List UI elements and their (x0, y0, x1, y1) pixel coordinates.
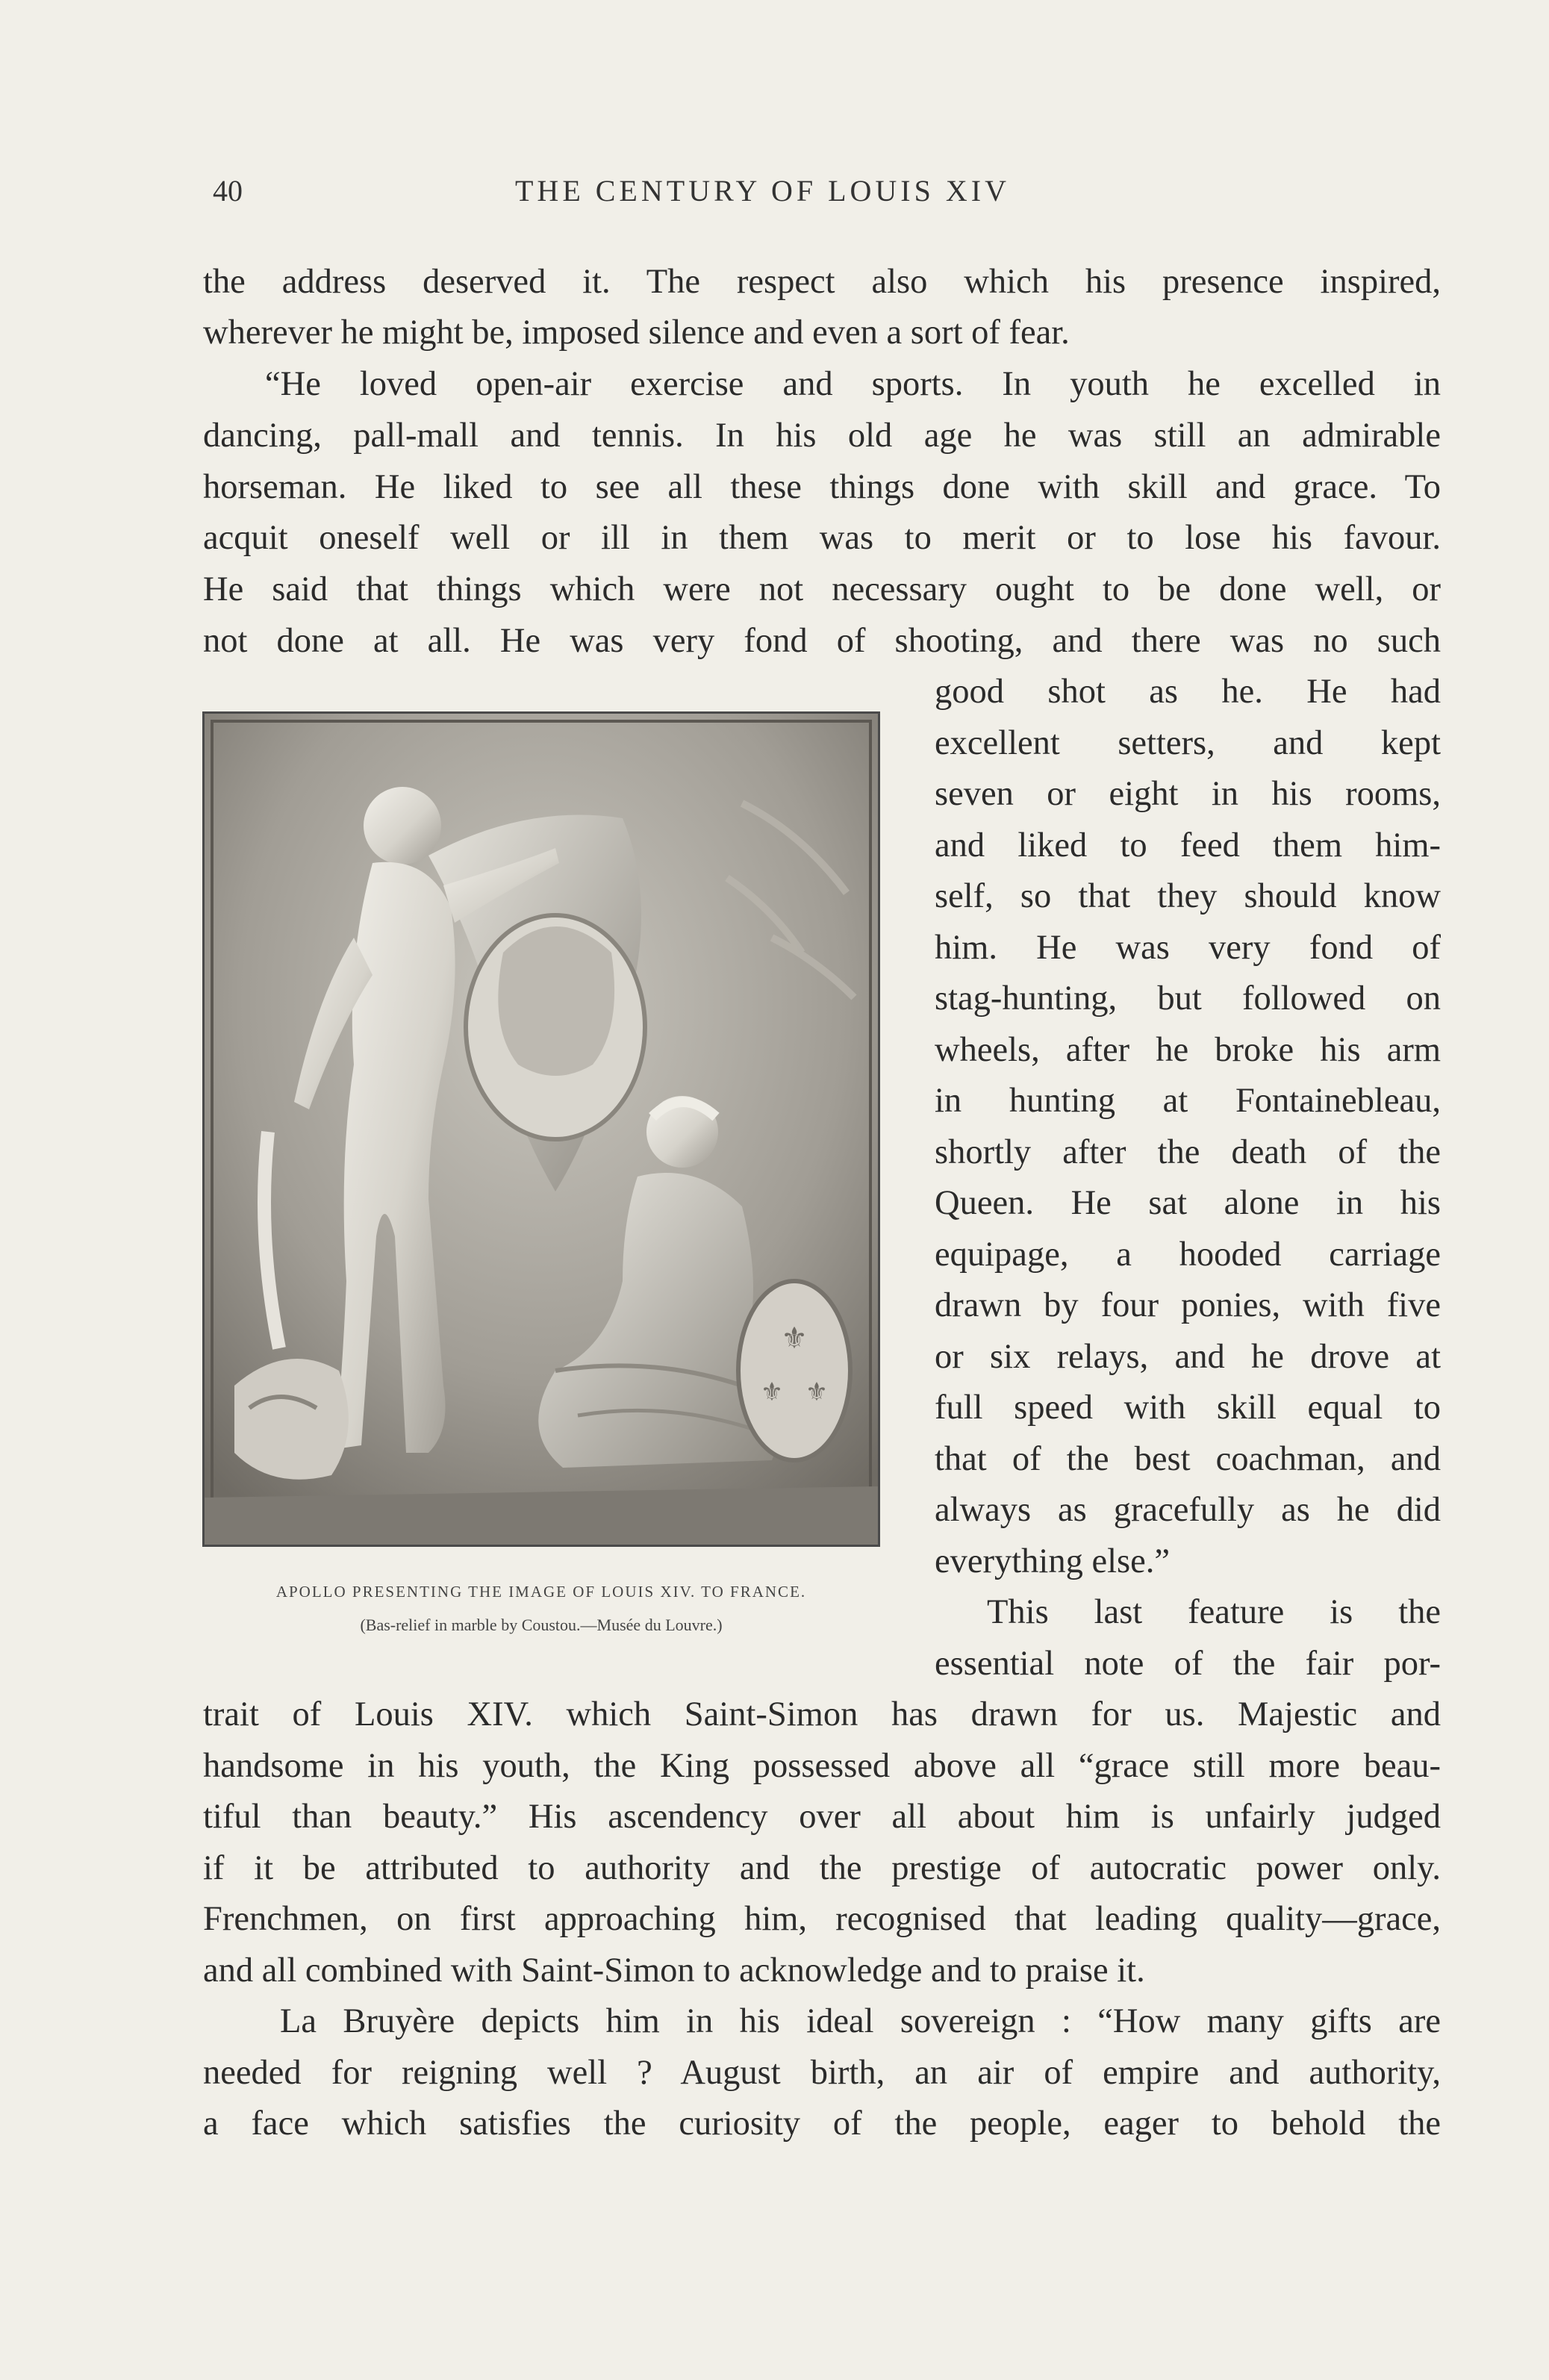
text-line: Queen. He sat alone in his (935, 1184, 1441, 1222)
page-number: 40 (213, 174, 243, 208)
text-line: “He loved open-air exercise and sports. In youth he excelled in (265, 365, 1441, 403)
text-line: Frenchmen, on first approaching him, recognised that leading quality—grace, (203, 1900, 1441, 1938)
text-line: him. He was very fond of (935, 929, 1441, 967)
text-line: horseman. He liked to see all these things done with skill and grace. To (203, 468, 1441, 506)
svg-text:⚜: ⚜ (781, 1321, 808, 1356)
bas-relief-illustration (202, 711, 880, 1547)
text-line: if it be attributed to authority and the prestige of autocratic power only. (203, 1849, 1441, 1887)
text-line: good shot as he. He had (935, 673, 1441, 711)
text-line: handsome in his youth, the King possessed above all “grace still more beau- (203, 1747, 1441, 1785)
text-line: and liked to feed them him- (935, 826, 1441, 865)
text-line: shortly after the death of the (935, 1133, 1441, 1171)
text-line: a face which satisfies the curiosity of the people, eager to behold the (203, 2105, 1441, 2143)
text-line: that of the best coachman, and (935, 1440, 1441, 1478)
svg-text:⚜: ⚜ (760, 1377, 784, 1407)
text-line: stag-hunting, but followed on (935, 979, 1441, 1018)
text-line: self, so that they should know (935, 877, 1441, 915)
text-line: wheels, after he broke his arm (935, 1031, 1441, 1069)
text-line: This last feature is the (987, 1593, 1441, 1631)
text-line: La Bruyère depicts him in his ideal sovereign : “How many gifts are (280, 2002, 1441, 2040)
running-head: THE CENTURY OF LOUIS XIV (515, 174, 1010, 208)
text-line: wherever he might be, imposed silence and even a sort of fear. (203, 314, 1070, 352)
figure-caption-credit: (Bas-relief in marble by Coustou.—Musée du Louvre.) (360, 1616, 723, 1634)
text-line: the address deserved it. The respect also which his presence inspired, (203, 263, 1441, 301)
text-line: seven or eight in his rooms, (935, 775, 1441, 813)
text-line: tiful than beauty.” His ascendency over all about him is unfairly judged (203, 1798, 1441, 1836)
text-line: or six relays, and he drove at (935, 1338, 1441, 1376)
svg-text:⚜: ⚜ (805, 1377, 829, 1407)
text-line: essential note of the fair por- (935, 1645, 1441, 1683)
text-line: excellent setters, and kept (935, 724, 1441, 762)
text-line: drawn by four ponies, with five (935, 1286, 1441, 1324)
text-line: trait of Louis XIV. which Saint-Simon has drawn for us. Majestic and (203, 1695, 1441, 1733)
text-line: always as gracefully as he did (935, 1491, 1441, 1529)
text-line: He said that things which were not necessary ought to be done well, or (203, 570, 1441, 608)
text-line: acquit oneself well or ill in them was to merit or to lose his favour. (203, 519, 1441, 557)
text-line: dancing, pall-mall and tennis. In his old age he was still an admirable (203, 417, 1441, 455)
text-line: full speed with skill equal to (935, 1389, 1441, 1427)
page-header (0, 173, 1549, 218)
text-line: in hunting at Fontainebleau, (935, 1082, 1441, 1120)
text-line: equipage, a hooded carriage (935, 1236, 1441, 1274)
figure-caption-title: APOLLO PRESENTING THE IMAGE OF LOUIS XIV. TO FRANCE. (275, 1583, 807, 1601)
text-line: not done at all. He was very fond of shooting, and there was no such (203, 622, 1441, 660)
text-line: and all combined with Saint-Simon to acknowledge and to praise it. (203, 1951, 1145, 1990)
text-line: everything else.” (935, 1542, 1171, 1580)
text-line: needed for reigning well ? August birth, an air of empire and authority, (203, 2054, 1441, 2092)
